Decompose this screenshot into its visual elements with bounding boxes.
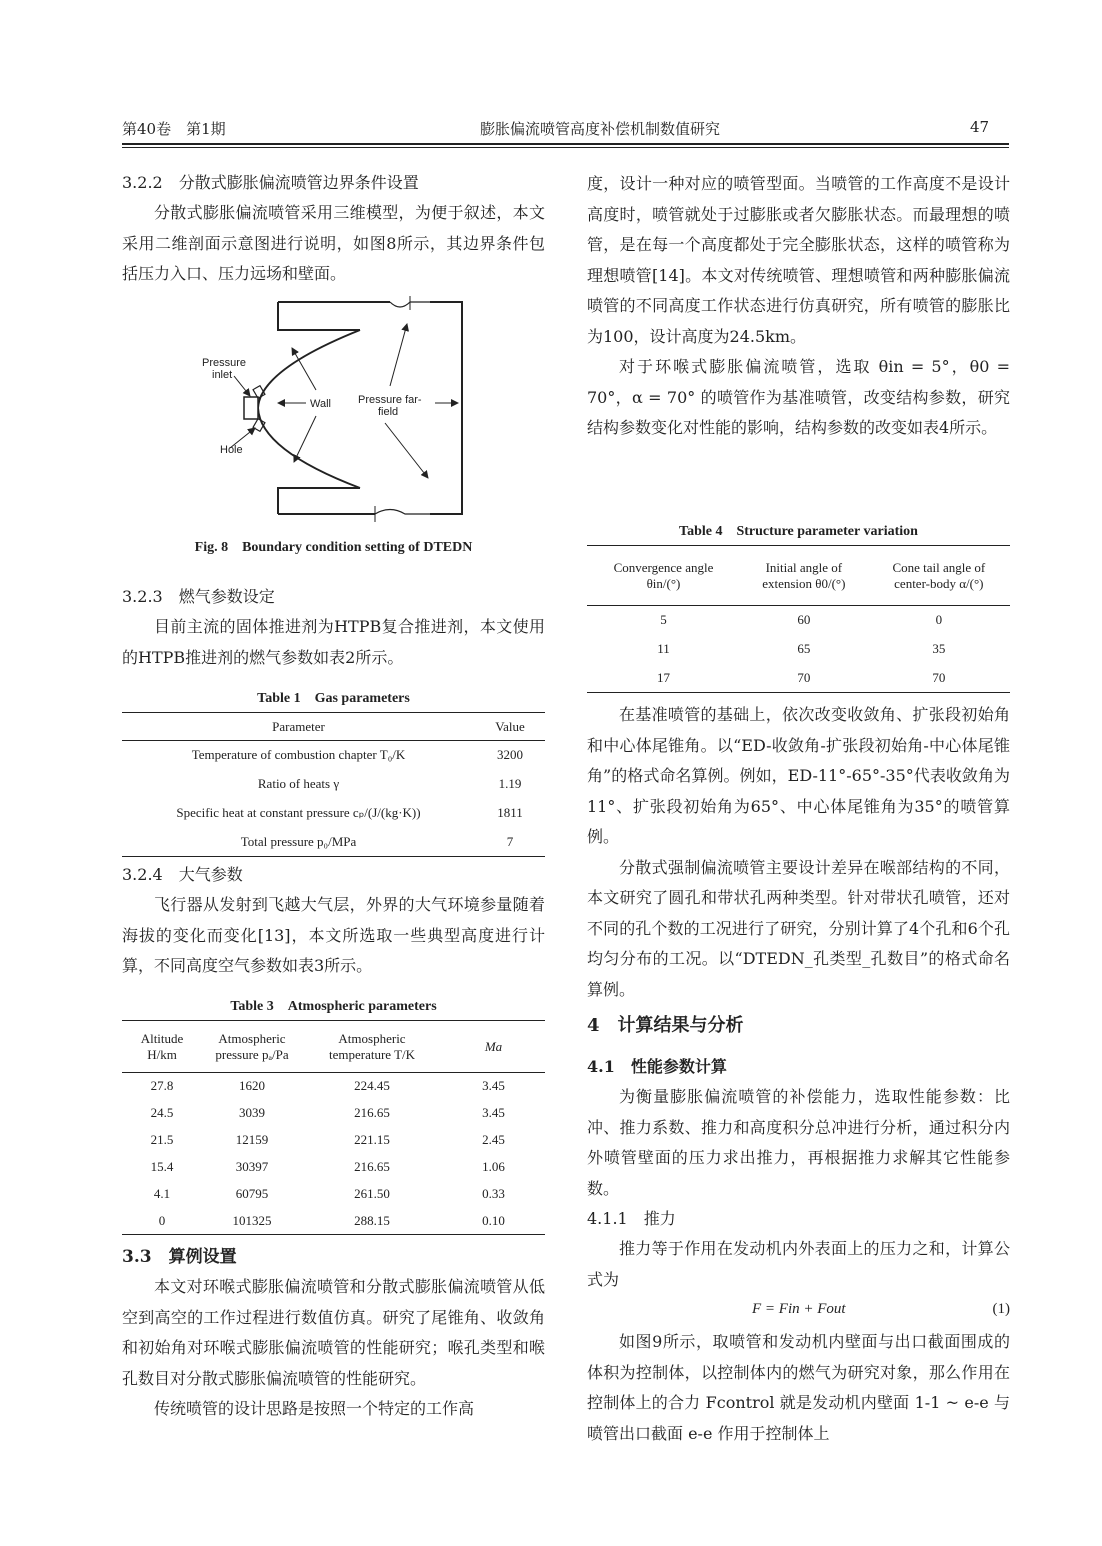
label-wall: Wall <box>310 398 331 410</box>
section-4 <box>587 1010 1010 1449</box>
journal-volume: 第40卷 第1期 <box>122 120 226 138</box>
table-cell: 7 <box>506 833 514 849</box>
section-3-2-2-title: 3.2.2 分散式膨胀偏流喷管边界条件设置 <box>122 173 419 192</box>
table-3-header-ma: Ma <box>484 1038 503 1054</box>
table-cell: 0 <box>935 612 943 628</box>
section-3-3-paragraph-1: 本文对环喉式膨胀偏流喷管和分散式膨胀偏流喷管从低空到高空的工作过程进行数值仿真。研究了尾锥角、收敛角和初始角对环喉式膨胀偏流喷管的性能研究；喉孔类型和喉孔数目对分散式膨胀偏流喷管的性能研究。 <box>122 1277 545 1388</box>
right-paragraph-4: 分散式强制偏流喷管主要设计差异在喉部结构的不同，本文研究了圆孔和带状孔两种类型。针对带状孔喷管，还对不同的孔个数的工况进行了研究，分别计算了4个孔和6个孔均匀分布的工况。以“DTEDN_孔类型_孔数目”的格式命名算例。 <box>587 857 1010 999</box>
table-row <box>587 606 1010 635</box>
right-paragraph-3: 在基准喷管的基础上，依次改变收敛角、扩张段初始角和中心体尾锥角。以“ED-收敛角-扩张段初始角-中心体尾锥角”的格式命名算例。例如，ED-11°-65°-35°代表收敛角为11°、扩张段初始角为65°、中心体尾锥角为35°的喷管算例。 <box>587 705 1010 846</box>
section-3-3-paragraph-2: 传统喷管的设计思路是按照一个特定的工作高 <box>154 1399 475 1418</box>
table-cell: 24.5 <box>150 1105 174 1120</box>
table-cell: 3200 <box>497 747 523 763</box>
table-row <box>122 1154 545 1181</box>
table-cell: 216.65 <box>354 1105 390 1120</box>
table-cell: 60 <box>797 612 811 628</box>
equation-1 <box>587 1295 1010 1327</box>
table-cell: 0.33 <box>482 1186 505 1201</box>
table-cell: 65 <box>797 641 811 656</box>
table-cell: 0 <box>158 1212 166 1228</box>
table-cell: 11 <box>657 641 670 656</box>
table-1 <box>122 712 545 857</box>
table-cell: 216.65 <box>354 1159 390 1174</box>
table-cell: 35 <box>932 641 946 656</box>
table-cell: 15.4 <box>150 1159 174 1174</box>
equation-1-number: (1) <box>992 1301 1010 1317</box>
section-3-2-2-paragraph: 分散式膨胀偏流喷管采用三维模型，为便于叙述，本文采用二维剖面示意图进行说明，如图8所示，其边界条件包括压力入口、压力远场和壁面。 <box>122 203 545 283</box>
table-row <box>122 1127 545 1154</box>
table-cell: 21.5 <box>150 1132 174 1147</box>
table-1-header-parameter: Parameter <box>272 718 325 734</box>
running-title: 膨胀偏流喷管高度补偿机制数值研究 <box>479 120 720 138</box>
table-cell: Specific heat at constant pressure cₚ/(J/(kg·K)) <box>176 805 421 820</box>
right-column-top <box>587 169 1010 444</box>
section-4-1-paragraph: 为衡量膨胀偏流喷管的补偿能力，选取性能参数：比冲、推力系数、推力和高度积分总冲进行分析，通过积分内外喷管壁面的压力求出推力，再根据推力求解其它性能参数。 <box>587 1087 1010 1198</box>
nozzle-outline <box>258 296 462 522</box>
section-4-1-title: 4.1 性能参数计算 <box>587 1057 727 1076</box>
table-cell: 12159 <box>235 1132 269 1147</box>
table-cell: 3039 <box>239 1105 265 1120</box>
section-3-2-3-title: 3.2.3 燃气参数设定 <box>122 587 275 606</box>
table-cell: Temperature of combustion chapter T₀/K <box>191 747 406 763</box>
table-3 <box>122 1020 545 1235</box>
table-cell: 224.45 <box>354 1078 390 1094</box>
header-rule-top <box>122 143 1009 145</box>
section-4-1-1-title: 4.1.1 推力 <box>587 1209 676 1228</box>
table-row <box>587 664 1010 693</box>
table-4-header-cone-tail: Cone tail angle of center-body α/(°) <box>892 559 986 591</box>
section-3-2-4 <box>122 860 545 982</box>
table-3-header-pressure: Atmospheric pressure pₐ/Pa <box>215 1030 289 1062</box>
table-cell: 17 <box>656 669 670 685</box>
section-4-1-1-paragraph-1: 推力等于作用在发动机内外表面上的压力之和，计算公式为 <box>587 1239 1010 1289</box>
table-cell: 221.15 <box>354 1132 390 1147</box>
label-pressure-inlet-line2: inlet <box>212 369 233 381</box>
table-3-caption: Table 3 Atmospheric parameters <box>230 999 437 1014</box>
arrows <box>230 324 458 478</box>
table-cell: 261.50 <box>354 1186 390 1201</box>
table-cell: 1.19 <box>498 776 522 791</box>
section-4-1-1-paragraph-2: 如图9所示，取喷管和发动机内壁面与出口截面围成的体积为控制体，以控制体内的燃气为研究对象，那么作用在控制体上的合力 Fcontrol 就是发动机内壁面 1-1 ~ e-e 与喷管出口截面 e-e 作用于控制体上 <box>587 1332 1010 1443</box>
label-pressure-inlet-line1: Pressure <box>202 357 247 369</box>
table-row <box>122 799 545 828</box>
table-cell: 1.06 <box>482 1159 505 1174</box>
table-1-header-value: Value <box>495 718 525 734</box>
table-cell: 1620 <box>239 1078 265 1094</box>
header-rule-bottom <box>122 147 1009 148</box>
table-row <box>122 1208 545 1235</box>
right-column-middle <box>587 700 1010 1005</box>
table-cell: 30397 <box>235 1159 269 1174</box>
table-4-caption: Table 4 Structure parameter variation <box>679 524 918 539</box>
section-3-2-4-title: 3.2.4 大气参数 <box>122 865 243 884</box>
section-3-3-title: 3.3 算例设置 <box>122 1247 237 1267</box>
section-3-2-4-paragraph: 飞行器从发射到飞越大气层，外界的大气环境参量随着海拔的变化而变化[13]，本文所选取一些典型高度进行计算，不同高度空气参数如表3所示。 <box>122 895 545 975</box>
table-4-header-initial-angle: Initial angle of extension θ0/(°) <box>762 559 846 591</box>
page-number: 47 <box>970 118 990 136</box>
table-3-header-temperature: Atmospheric temperature T/K <box>328 1030 416 1062</box>
table-1-caption: Table 1 Gas parameters <box>257 691 410 706</box>
table-row <box>587 635 1010 664</box>
table-cell: 1811 <box>497 805 523 820</box>
pressure-inlet-box <box>244 397 258 419</box>
table-row <box>122 770 545 799</box>
section-3-2-3-paragraph: 目前主流的固体推进剂为HTPB复合推进剂，本文使用的HTPB推进剂的燃气参数如表2所示。 <box>122 617 545 667</box>
table-cell: 27.8 <box>150 1078 174 1094</box>
label-pressure-far-line1: Pressure far- <box>358 394 422 406</box>
table-cell: 70 <box>932 669 946 685</box>
table-cell: 3.45 <box>482 1078 505 1094</box>
table-cell: 3.45 <box>482 1105 505 1120</box>
table-row <box>122 741 545 770</box>
table-cell: 4.1 <box>153 1186 171 1201</box>
table-4 <box>587 545 1010 693</box>
table-row <box>122 1181 545 1208</box>
table-cell: 60795 <box>235 1186 269 1201</box>
table-4-header-convergence: Convergence angle θin/(°) <box>613 559 714 591</box>
table-cell: 101325 <box>232 1212 272 1228</box>
table-row <box>122 1073 545 1100</box>
table-cell: 5 <box>660 612 667 628</box>
equation-1-body: F = Fin + Fout <box>752 1301 846 1317</box>
right-paragraph-1: 度，设计一种对应的喷管型面。当喷管的工作高度不是设计高度时，喷管就处于过膨胀或者欠膨胀状态。而最理想的喷管，是在每一个高度都处于完全膨胀状态，这样的喷管称为理想喷管[14]。本文对传统喷管、理想喷管和两种膨胀偏流喷管的不同高度工作状态进行仿真研究，所有喷管的膨胀比为100，设计高度为24.5km。 <box>587 174 1010 346</box>
label-hole: Hole <box>220 444 243 456</box>
section-3-2-3 <box>122 582 545 673</box>
figure-8 <box>200 290 480 525</box>
table-cell: 0.10 <box>482 1212 505 1228</box>
section-4-title: 4 计算结果与分析 <box>587 1015 744 1036</box>
table-cell: Ratio of heats γ <box>257 776 340 791</box>
table-row <box>122 828 545 857</box>
section-3-3 <box>122 1242 545 1425</box>
left-column <box>122 168 545 290</box>
table-cell: 288.15 <box>354 1212 390 1228</box>
table-cell: 2.45 <box>482 1132 505 1147</box>
table-3-header-altitude: Altitude H/km <box>140 1030 184 1062</box>
table-row <box>122 1100 545 1127</box>
label-pressure-far-line2: field <box>378 406 399 418</box>
table-cell: 70 <box>797 669 811 685</box>
table-cell: Total pressure p₀/MPa <box>240 833 357 849</box>
right-paragraph-2: 对于环喉式膨胀偏流喷管，选取 θin = 5°，θ0 = 70°，α = 70° 的喷管作为基准喷管，改变结构参数，研究结构参数变化对性能的影响，结构参数的改变如表4所示。 <box>587 357 1010 437</box>
figure-8-caption: Fig. 8 Boundary condition setting of DTEDN <box>194 540 473 555</box>
